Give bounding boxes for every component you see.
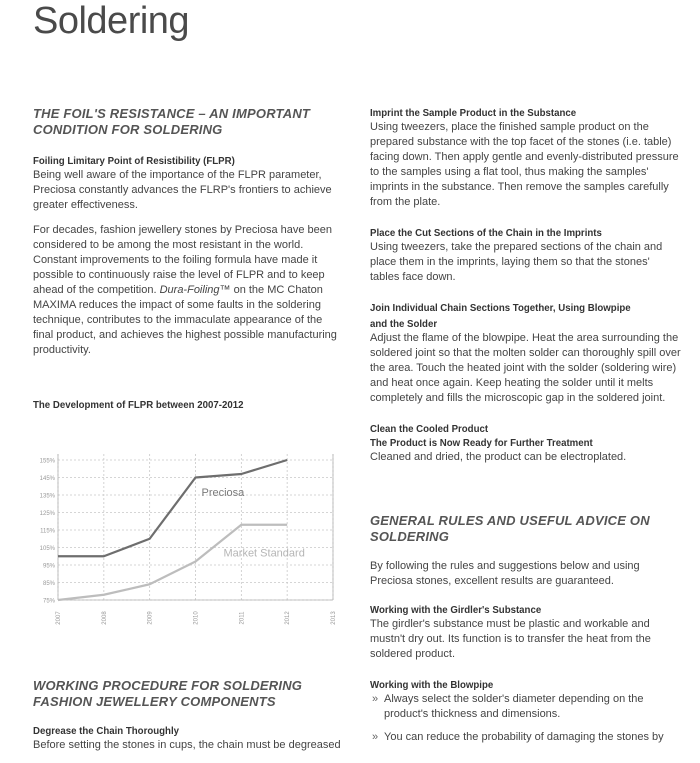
decades-paragraph [33,223,343,358]
series-line-preciosa [58,460,287,556]
join-heading-line2: and the Solder [370,318,438,330]
dura-foiling-term: Dura-Foiling™ [159,284,231,296]
join-paragraph: Adjust the flame of the blowpipe. Heat the area surrounding the soldered joint so that the molten solder can thoroughly spill over the area. Touch the heated joint with the solder (soldering wire) and heat once again. Keep heating the solder until it melts completely and fills the microscopic gap in the soldered joint. [370,332,681,404]
place-paragraph: Using tweezers, take the prepared sections of the chain and place them in the imprints, laying them so that the stones' tables face down. [370,241,663,283]
y-tick-label: 75% [42,598,55,605]
section-heading-foil-resistance: THE FOIL'S RESISTANCE – AN IMPORTANT CONDITION FOR SOLDERING [33,106,311,137]
clean-paragraph: Cleaned and dried, the product can be electroplated. [370,451,627,463]
x-tick-label: 2011 [239,611,246,625]
decades-text-2: on the MC Chaton MAXIMA reduces the impact of some faults in the soldering technique, contributes to the immaculate appearance of the final product, and achieves the highest possible manufacturing productivity. [33,284,337,356]
ready-heading: The Product is Now Ready for Further Treatment [370,437,593,449]
page-title: Soldering [33,0,190,42]
x-tick-label: 2008 [101,611,108,625]
girdler-paragraph: The girdler's substance must be plastic and workable and mustn't dry out. Its function is to transfer the heat from the soldered product. [370,618,651,660]
x-tick-label: 2009 [147,611,154,625]
bullet-text: You can reduce the probability of damaging the stones by [384,731,664,743]
clean-heading: Clean the Cooled Product [370,423,489,435]
blowpipe-heading: Working with the Blowpipe [370,679,494,691]
x-tick-label: 2010 [193,611,200,625]
bullet-item [370,730,682,745]
y-tick-label: 85% [42,581,55,587]
section-heading-procedure: WORKING PROCEDURE FOR SOLDERING FASHION JEWELLERY COMPONENTS [33,678,303,709]
x-tick-label: 2012 [285,611,292,625]
x-tick-label: 2013 [331,611,337,625]
bullet-text: Always select the solder's diameter depending on the product's thickness and dimensions. [384,693,644,720]
y-tick-label: 155% [39,458,55,465]
y-tick-label: 95% [42,563,55,570]
flpr-line-chart [33,438,353,628]
girdler-heading: Working with the Girdler's Substance [370,604,542,616]
flpr-heading: Foiling Limitary Point of Resistibility (FLPR) [33,155,235,167]
decades-text-1: For decades, fashion jewellery stones by Preciosa have been considered to be among the most resistant in the world. Constant improvements to the foiling formula have made it possible to continuously raise the level of FLPR and to keep ahead of the competition. [33,224,333,296]
y-tick-label: 125% [39,511,55,517]
series-line-market-standard [58,525,287,600]
y-tick-label: 105% [39,546,55,552]
x-tick-label: 2007 [56,611,62,625]
left-column [33,106,343,368]
imprint-heading: Imprint the Sample Product in the Substance [370,107,577,119]
rules-paragraph: By following the rules and suggestions below and using Preciosa stones, excellent results are guaranteed. [370,560,640,587]
degrease-paragraph: Before setting the stones in cups, the chain must be degreased [33,739,341,751]
place-heading: Place the Cut Sections of the Chain in the Imprints [370,227,602,239]
blowpipe-bullet-list [370,692,682,745]
y-tick-label: 135% [39,493,55,500]
bullet-mark: » [372,693,379,705]
imprint-paragraph: Using tweezers, place the finished sample product on the prepared substance with the top facet of the stones (i.e. table) facing down. Then apply gentle and evenly-distributed pressure to the samples using a flat tool, thus making the samples' imprints in the substance. Then remove the samples carefully from the plate. [370,121,679,208]
y-tick-label: 115% [40,528,55,535]
right-column [370,106,682,753]
bullet-item [370,692,682,722]
series-label-market-standard: Market Standard [223,547,305,560]
section-heading-general-rules: GENERAL RULES AND USEFUL ADVICE ON SOLDERING [370,513,650,544]
flpr-chart-block [33,398,353,633]
y-tick-label: 145% [39,476,55,482]
degrease-heading: Degrease the Chain Thoroughly [33,725,180,737]
procedure-section [33,678,343,763]
series-label-preciosa: Preciosa [201,487,245,499]
join-heading-line1: Join Individual Chain Sections Together, Using Blowpipe [370,302,631,314]
flpr-paragraph: Being well aware of the importance of the FLPR parameter, Preciosa constantly advances the FLRP's frontiers to achieve greater effectiveness. [33,169,332,211]
bullet-mark: » [372,731,379,743]
chart-title: The Development of FLPR between 2007-2012 [33,399,244,411]
